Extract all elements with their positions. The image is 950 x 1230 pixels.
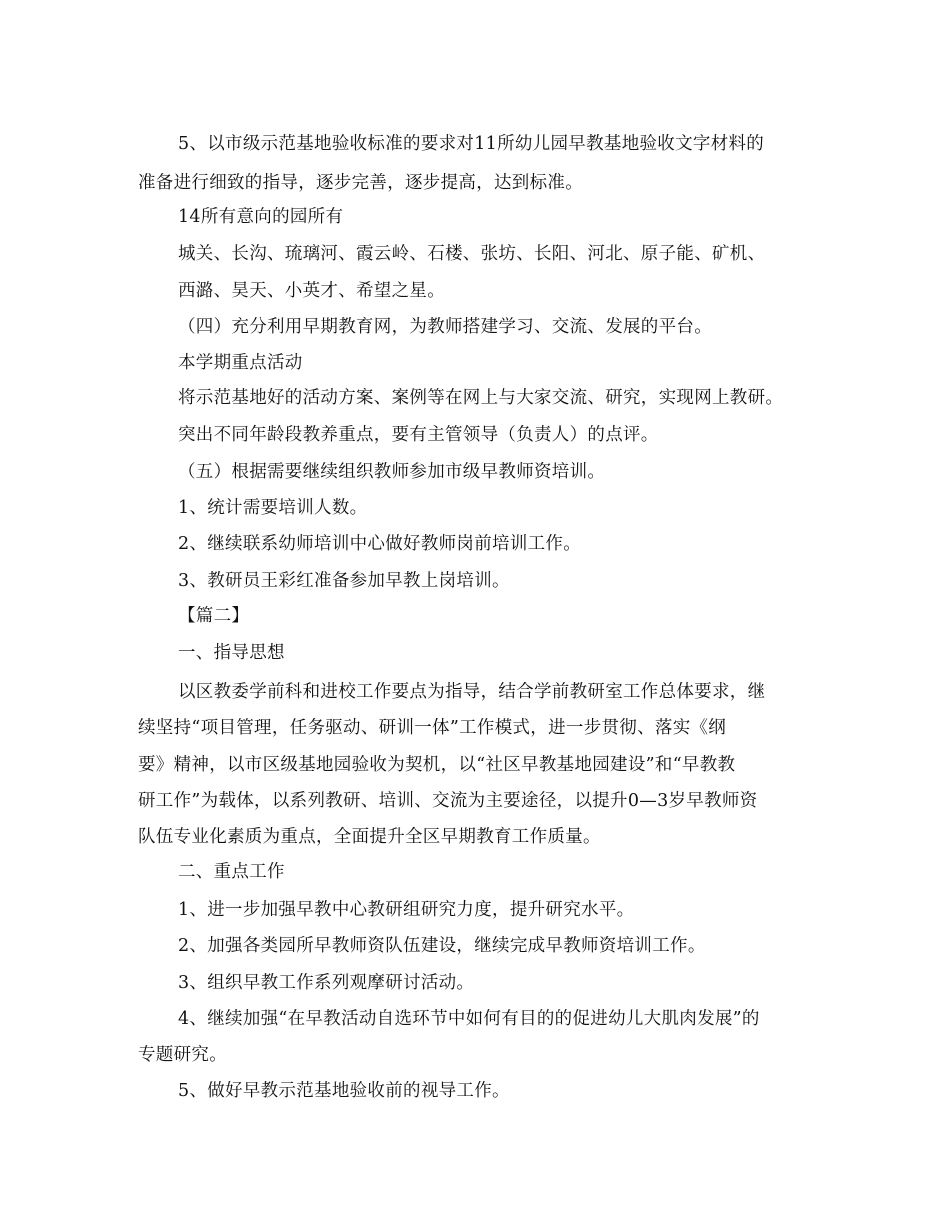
- text-line: 专题研究。: [138, 1045, 227, 1065]
- section-heading: 二、重点工作: [178, 862, 285, 882]
- text-line: （五）根据需要继续组织教师参加市级早教师资培训。: [178, 462, 606, 482]
- text-line: 2、加强各类园所早教师资队伍建设，继续完成早教师资培训工作。: [178, 936, 706, 956]
- text-line: 要》精神，以市区级基地园验收为契机，以“社区早教基地园建设”和“早教教: [138, 755, 736, 775]
- text-line: 城关、长沟、琉璃河、霞云岭、石楼、张坊、长阳、河北、原子能、矿机、: [178, 244, 766, 264]
- text-line: 队伍专业化素质为重点，全面提升全区早期教育工作质量。: [138, 827, 601, 847]
- text-line: 1、统计需要培训人数。: [178, 498, 368, 518]
- text-line: 5、以市级示范基地验收标准的要求对11所幼儿园早教基地验收文字材料的: [178, 134, 765, 154]
- text-line: 3、组织早教工作系列观摩研讨活动。: [178, 973, 475, 993]
- text-line: 4、继续加强“在早教活动自选环节中如何有目的的促进幼儿大肌肉发展”的: [178, 1009, 760, 1029]
- text-line: 以区教委学前科和进校工作要点为指导，结合学前教研室工作总体要求，继: [178, 682, 766, 702]
- text-line: 14所有意向的园所有: [178, 207, 344, 227]
- text-line: 西潞、昊天、小英才、希望之星。: [178, 281, 445, 301]
- text-line: 3、教研员王彩红准备参加早教上岗培训。: [178, 571, 510, 591]
- text-line: 准备进行细致的指导，逐步完善，逐步提高，达到标准。: [138, 173, 583, 193]
- text-line: （四）充分利用早期教育网，为教师搭建学习、交流、发展的平台。: [178, 317, 712, 337]
- section-heading: 【篇二】: [178, 606, 250, 626]
- text-line: 1、进一步加强早教中心教研组研究力度，提升研究水平。: [178, 900, 635, 920]
- text-line: 续坚持“项目管理，任务驱动、研训一体”工作模式，进一步贯彻、落实《纲: [138, 718, 727, 738]
- text-line: 2、继续联系幼师培训中心做好教师岗前培训工作。: [178, 534, 582, 554]
- text-line: 5、做好早教示范基地验收前的视导工作。: [178, 1081, 510, 1101]
- section-heading: 一、指导思想: [178, 643, 285, 663]
- text-line: 将示范基地好的活动方案、案例等在网上与大家交流、研究，实现网上教研。: [178, 388, 784, 408]
- text-line: 本学期重点活动: [178, 353, 303, 373]
- text-line: 突出不同年龄段教养重点，要有主管领导（负责人）的点评。: [178, 425, 659, 445]
- text-line: 研工作”为载体，以系列教研、培训、交流为主要途径，以提升0—3岁早教师资: [138, 791, 758, 811]
